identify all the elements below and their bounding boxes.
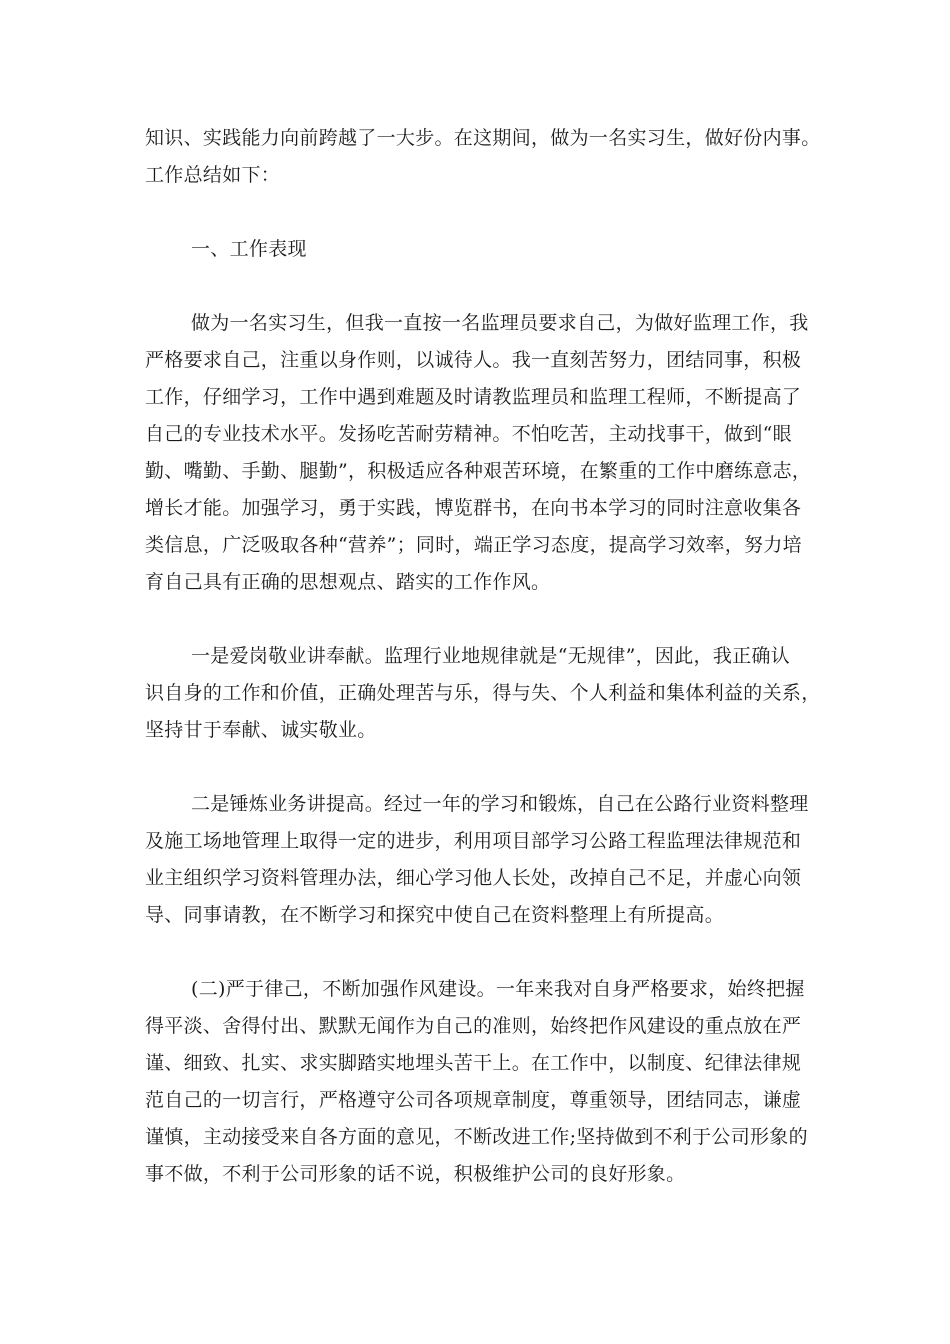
paragraph-line: 育自己具有正确的思想观点、踏实的工作作风。 — [145, 571, 551, 593]
paragraph-line: 勤、嘴勤、手勤、腿勤”，积极适应各种艰苦环境，在繁重的工作中磨练意志， — [145, 460, 812, 482]
intro-line: 工作总结如下： — [145, 164, 281, 186]
paragraph-line: 得平淡、舍得付出、默默无闻作为自己的准则，始终把作风建设的重点放在严 — [145, 1015, 802, 1037]
paragraph-line: 工作，仔细学习，工作中遇到难题及时请教监理员和监理工程师，不断提高了 — [145, 386, 802, 408]
document-page — [145, 120, 821, 1193]
paragraph-line: 类信息，广泛吸取各种“营养”；同时，端正学习态度，提高学习效率，努力培 — [145, 534, 802, 556]
paragraph-line: 事不做，不利于公司形象的话不说，积极维护公司的良好形象。 — [145, 1163, 686, 1185]
paragraph-line: 及施工场地管理上取得一定的进步，利用项目部学习公路工程监理法律规范和 — [145, 830, 802, 852]
paragraph-line: 谨慎，主动接受来自各方面的意见，不断改进工作;坚持做到不利于公司形象的 — [145, 1126, 808, 1148]
paragraph-line: 业主组织学习资料管理办法，细心学习他人长处，改掉自己不足，并虚心向领 — [145, 867, 802, 889]
paragraph-line: 自己的专业技术水平。发扬吃苦耐劳精神。不怕吃苦，主动找事干，做到“眼 — [145, 423, 792, 445]
paragraph-line: 二是锤炼业务讲提高。经过一年的学习和锻炼，自己在公路行业资料整理 — [191, 793, 809, 815]
paragraph-line: 坚持甘于奉献、诚实敬业。 — [145, 719, 377, 741]
paragraph-line: 一是爱岗敬业讲奉献。监理行业地规律就是“无规律”，因此，我正确认 — [191, 645, 791, 667]
paragraph-line: 范自己的一切言行，严格遵守公司各项规章制度，尊重领导，团结同志，谦虚 — [145, 1089, 802, 1111]
intro-line: 知识、实践能力向前跨越了一大步。在这期间，做为一名实习生，做好份内事。 — [145, 127, 821, 149]
paragraph-line: (二)严于律己，不断加强作风建设。一年来我对自身严格要求，始终把握 — [191, 978, 805, 1000]
paragraph-line: 严格要求自己，注重以身作则，以诚待人。我一直刻苦努力，团结同事，积极 — [145, 349, 802, 371]
paragraph-line: 增长才能。加强学习，勇于实践，博览群书，在向书本学习的同时注意收集各 — [145, 497, 802, 519]
paragraph-line: 识自身的工作和价值，正确处理苦与乐，得与失、个人利益和集体利益的关系， — [145, 682, 821, 704]
paragraph-line: 谨、细致、扎实、求实脚踏实地埋头苦干上。在工作中，以制度、纪律法律规 — [145, 1052, 802, 1074]
paragraph-line: 导、同事请教，在不断学习和探究中使自己在资料整理上有所提高。 — [145, 904, 725, 926]
section-heading: 一、工作表现 — [191, 238, 307, 260]
paragraph-line: 做为一名实习生，但我一直按一名监理员要求自己，为做好监理工作，我 — [191, 312, 809, 334]
